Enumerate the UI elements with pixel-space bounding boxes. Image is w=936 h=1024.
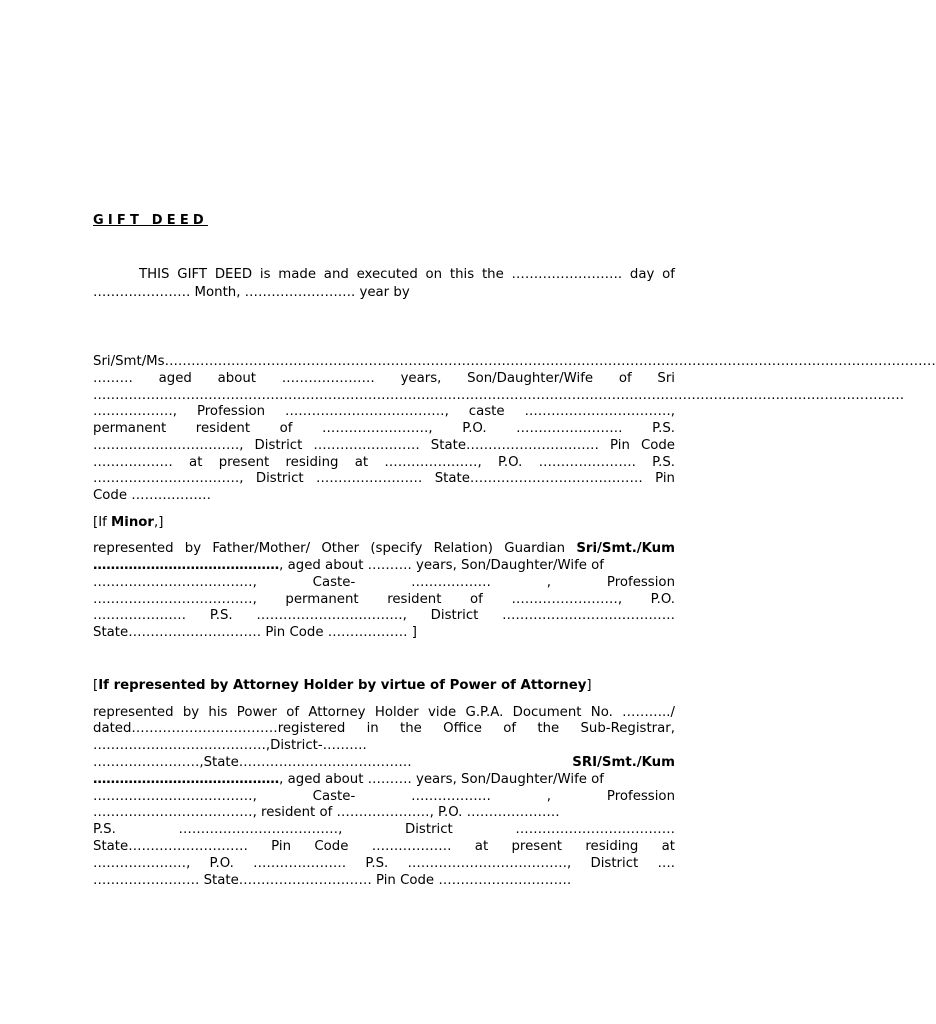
attorney-line-5 <box>93 771 675 788</box>
donor-line-3: ………………………………………………………………………………………………………………………………………………………………… <box>93 388 905 403</box>
attorney-line-2: dated……………………………registered in the Office of the Sub-Registrar, <box>93 721 675 736</box>
minor-label-close: ,] <box>153 515 164 530</box>
donor-line-5: permanent resident of ……………………, P.O. …………………… P.S. <box>93 421 675 436</box>
minor-line-5: ………………… P.S. ……………………………, District ………………………………… <box>93 608 675 623</box>
minor-label-open: [If <box>93 515 112 530</box>
donor-line-7: ……………… at present residing at …………………, P.O. …………………. P.S. <box>93 455 675 470</box>
donor-line-9: Code ……………… <box>93 488 212 503</box>
document-title: GIFT DEED <box>93 213 208 228</box>
minor-label-bold: Minor <box>111 515 154 530</box>
attorney-line-5-text: , aged about ………. years, Son/Daughter/Wife of <box>279 772 604 787</box>
minor-line-1-text: represented by Father/Mother/ Other (specify Relation) Guardian <box>93 541 577 556</box>
donor-line-1: Sri/Smt/Ms………………………………………………………………………………………………………………………………………………………… <box>93 354 936 369</box>
donor-line-8: ……………………………, District …………………… State………………………………… Pin <box>93 471 675 486</box>
attorney-heading-open: [ <box>93 678 99 693</box>
attorney-line-5-bold: …………………………………… <box>93 772 280 787</box>
attorney-line-10: …………………, P.O. ………………… P.S. ………………………………, District …. <box>93 856 675 871</box>
minor-line-3: ………………………………, Caste- ……………… , Profession <box>93 575 675 590</box>
attorney-line-4-bold: SRI/Smt./Kum <box>572 755 675 770</box>
donor-line-2: ……… aged about ………………… years, Son/Daughter/Wife of Sri <box>93 371 675 386</box>
minor-line-2-text: , aged about ………. years, Son/Daughter/Wife of <box>279 558 604 573</box>
attorney-heading-bold: If represented by Attorney Holder by virtue of Power of Attorney <box>98 678 587 693</box>
minor-label <box>93 514 675 531</box>
attorney-line-4 <box>93 754 675 771</box>
donor-line-6: ……………………………, District …………………… State………………………… Pin Code <box>93 438 675 453</box>
donor-line-4: ………………, Profession ………………………………, caste ……………………………, <box>93 404 675 419</box>
attorney-line-9: State……………………… Pin Code ……………… at present residing at <box>93 839 675 854</box>
intro-line-1: THIS GIFT DEED is made and executed on this the ……………………. day of <box>139 267 675 282</box>
attorney-line-8: P.S. ………………………………, District ……………………………… <box>93 822 675 837</box>
attorney-line-7: ………………………………, resident of …………………, P.O. ………………… <box>93 805 560 820</box>
attorney-line-3: …………………………………,District-………. <box>93 738 367 753</box>
attorney-line-6: ………………………………, Caste- ……………… , Profession <box>93 789 675 804</box>
attorney-heading <box>93 677 675 694</box>
minor-line-4: ………………………………, permanent resident of ……………………, P.O. <box>93 592 675 607</box>
intro-line-2: …………………. Month, ……………………. year by <box>93 285 410 300</box>
minor-line-2-bold: …………………………………… <box>93 558 280 573</box>
attorney-line-4-text: ……………………,State………………………………… <box>93 755 412 770</box>
attorney-line-11: …………………… State………………………… Pin Code ………………………… <box>93 873 572 888</box>
minor-line-6: State………………………… Pin Code ……………… ] <box>93 625 417 640</box>
minor-line-1-bold: Sri/Smt./Kum <box>576 541 675 556</box>
attorney-heading-close: ] <box>586 678 592 693</box>
minor-line-2 <box>93 557 675 574</box>
minor-line-1 <box>93 540 675 557</box>
attorney-line-1: represented by his Power of Attorney Holder vide G.P.A. Document No. ………../ <box>93 705 675 720</box>
